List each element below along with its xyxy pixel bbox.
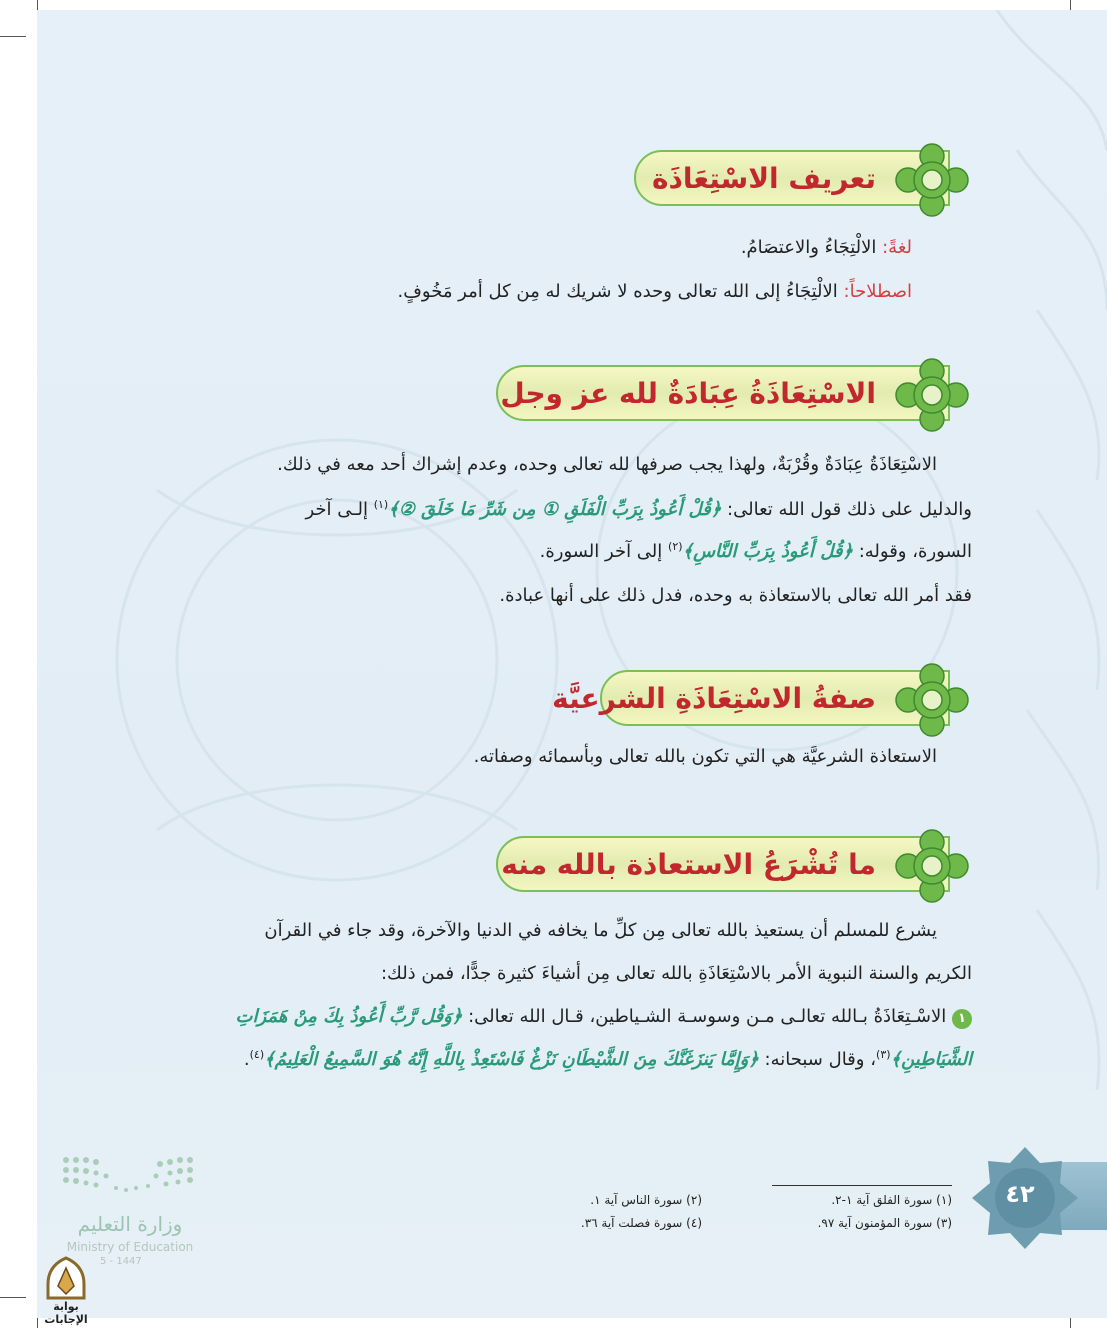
ministry-year: 5 - 1447 (100, 1256, 142, 1267)
section-title: صفةُ الاسْتِعَاذَةِ الشرعيَّة (552, 681, 876, 715)
ministry-dots-icon (60, 1154, 200, 1204)
section-title: تعريف الاسْتِعَاذَة (652, 161, 876, 195)
footnote-4: (٤) سورة فصلت آية ٣٦. (580, 1216, 702, 1230)
paragraph-worship-4: فقد أمر الله تعالى بالاستعاذة به وحده، فدل ذلك على أنها عبادة. (499, 585, 972, 606)
flower-emblem-icon (894, 357, 970, 433)
paragraph-worship-1: الاسْتِعَاذَةُ عِبَادَةٌ وقُرْبَةٌ، ولهذا يجب صرفها لله تعالى وحده، وعدم إشراك أحد معه في ذلك. (277, 454, 937, 475)
section-heading-worship (496, 365, 950, 421)
footnote-3: (٣) سورة المؤمنون آية ٩٧. (817, 1216, 952, 1230)
paragraph-worship-2: والدليل على ذلك قول الله تعالى: ﴿قُلْ أَعُوذُ بِرَبِّ الْفَلَقِ ① مِن شَرِّ مَا خَلَقَ ②﴾$^{(١)}$ إلـى آخر (305, 498, 972, 520)
ministry-english-name: Ministry of Education (66, 1240, 194, 1254)
flower-emblem-icon (894, 662, 970, 738)
paragraph-refuge-2: الكريم والسنة النبوية الأمر بالاسْتِعَاذَةِ بالله تعالى مِن أشياءَ كثيرة جدًّا، فمن ذلك: (380, 963, 972, 984)
paragraph-refuge-3: ١ الاسْـتِعَاذَةُ بـالله تعالـى مـن وسوسـة الشـياطين، قـال الله تعالى: ﴿وَقُل رَّبِّ أَعُوذُ بِكَ مِنْ هَمَزَاتِ (236, 1006, 972, 1029)
flower-emblem-icon (894, 142, 970, 218)
paragraph-description: الاستعاذة الشرعيَّة هي التي تكون بالله تعالى وبأسمائه وصفاته. (473, 746, 937, 767)
section-title: ما تُشْرَعُ الاستعاذة بالله منه (501, 847, 876, 881)
footnote-2: (٢) سورة الناس آية ١. (590, 1193, 702, 1207)
page-number: ٤٢ (1005, 1180, 1035, 1208)
crop-mark (0, 36, 26, 37)
flower-emblem-icon (894, 828, 970, 904)
section-heading-description (552, 670, 950, 726)
footnote-separator (772, 1185, 952, 1186)
paragraph-istilah: اصطلاحاً: الالْتِجَاءُ إلى الله تعالى وحده لا شريك له مِن كل أمر مَخُوفٍ. (397, 281, 912, 302)
paragraph-lugha: لغةً: الالْتِجَاءُ والاعتصَامُ. (740, 237, 912, 258)
section-heading-what-to-seek-refuge-from (496, 836, 950, 892)
paragraph-refuge-4: الشَّيَاطِينِ﴾$^{(٣)}$، وقال سبحانه: ﴿وَإِمَّا يَنزَغَنَّكَ مِنَ الشَّيْطَانِ نَزْغٌ فَاسْتَعِذْ بِاللَّهِ إِنَّهُ هُوَ السَّمِيعُ الْعَلِيمُ﴾$^{(٤)}$. (243, 1048, 972, 1070)
paragraph-worship-3: السورة، وقوله: ﴿قُلْ أَعُوذُ بِرَبِّ النَّاسِ﴾$^{(٢)}$ إلى آخر السورة. (539, 540, 972, 562)
watermark-label: بوابة الإجابات (44, 1300, 88, 1326)
section-heading-definition (634, 150, 950, 206)
ministry-arabic-name: وزارة التعليم (77, 1212, 183, 1236)
list-number-badge: ١ (952, 1009, 972, 1029)
crop-mark (0, 1297, 26, 1298)
ministry-logo (60, 1150, 210, 1270)
paragraph-refuge-1: يشرع للمسلم أن يستعيذ بالله تعالى مِن كلِّ ما يخافه في الدنيا والآخرة، وقد جاء في القرآن (264, 920, 937, 941)
lantern-icon (30, 1256, 102, 1300)
watermark-logo (30, 1256, 102, 1326)
section-title: الاسْتِعَاذَةُ عِبَادَةٌ لله عز وجل (500, 376, 876, 410)
footnote-1: (١) سورة الفلق آية ١-٢. (831, 1193, 952, 1207)
